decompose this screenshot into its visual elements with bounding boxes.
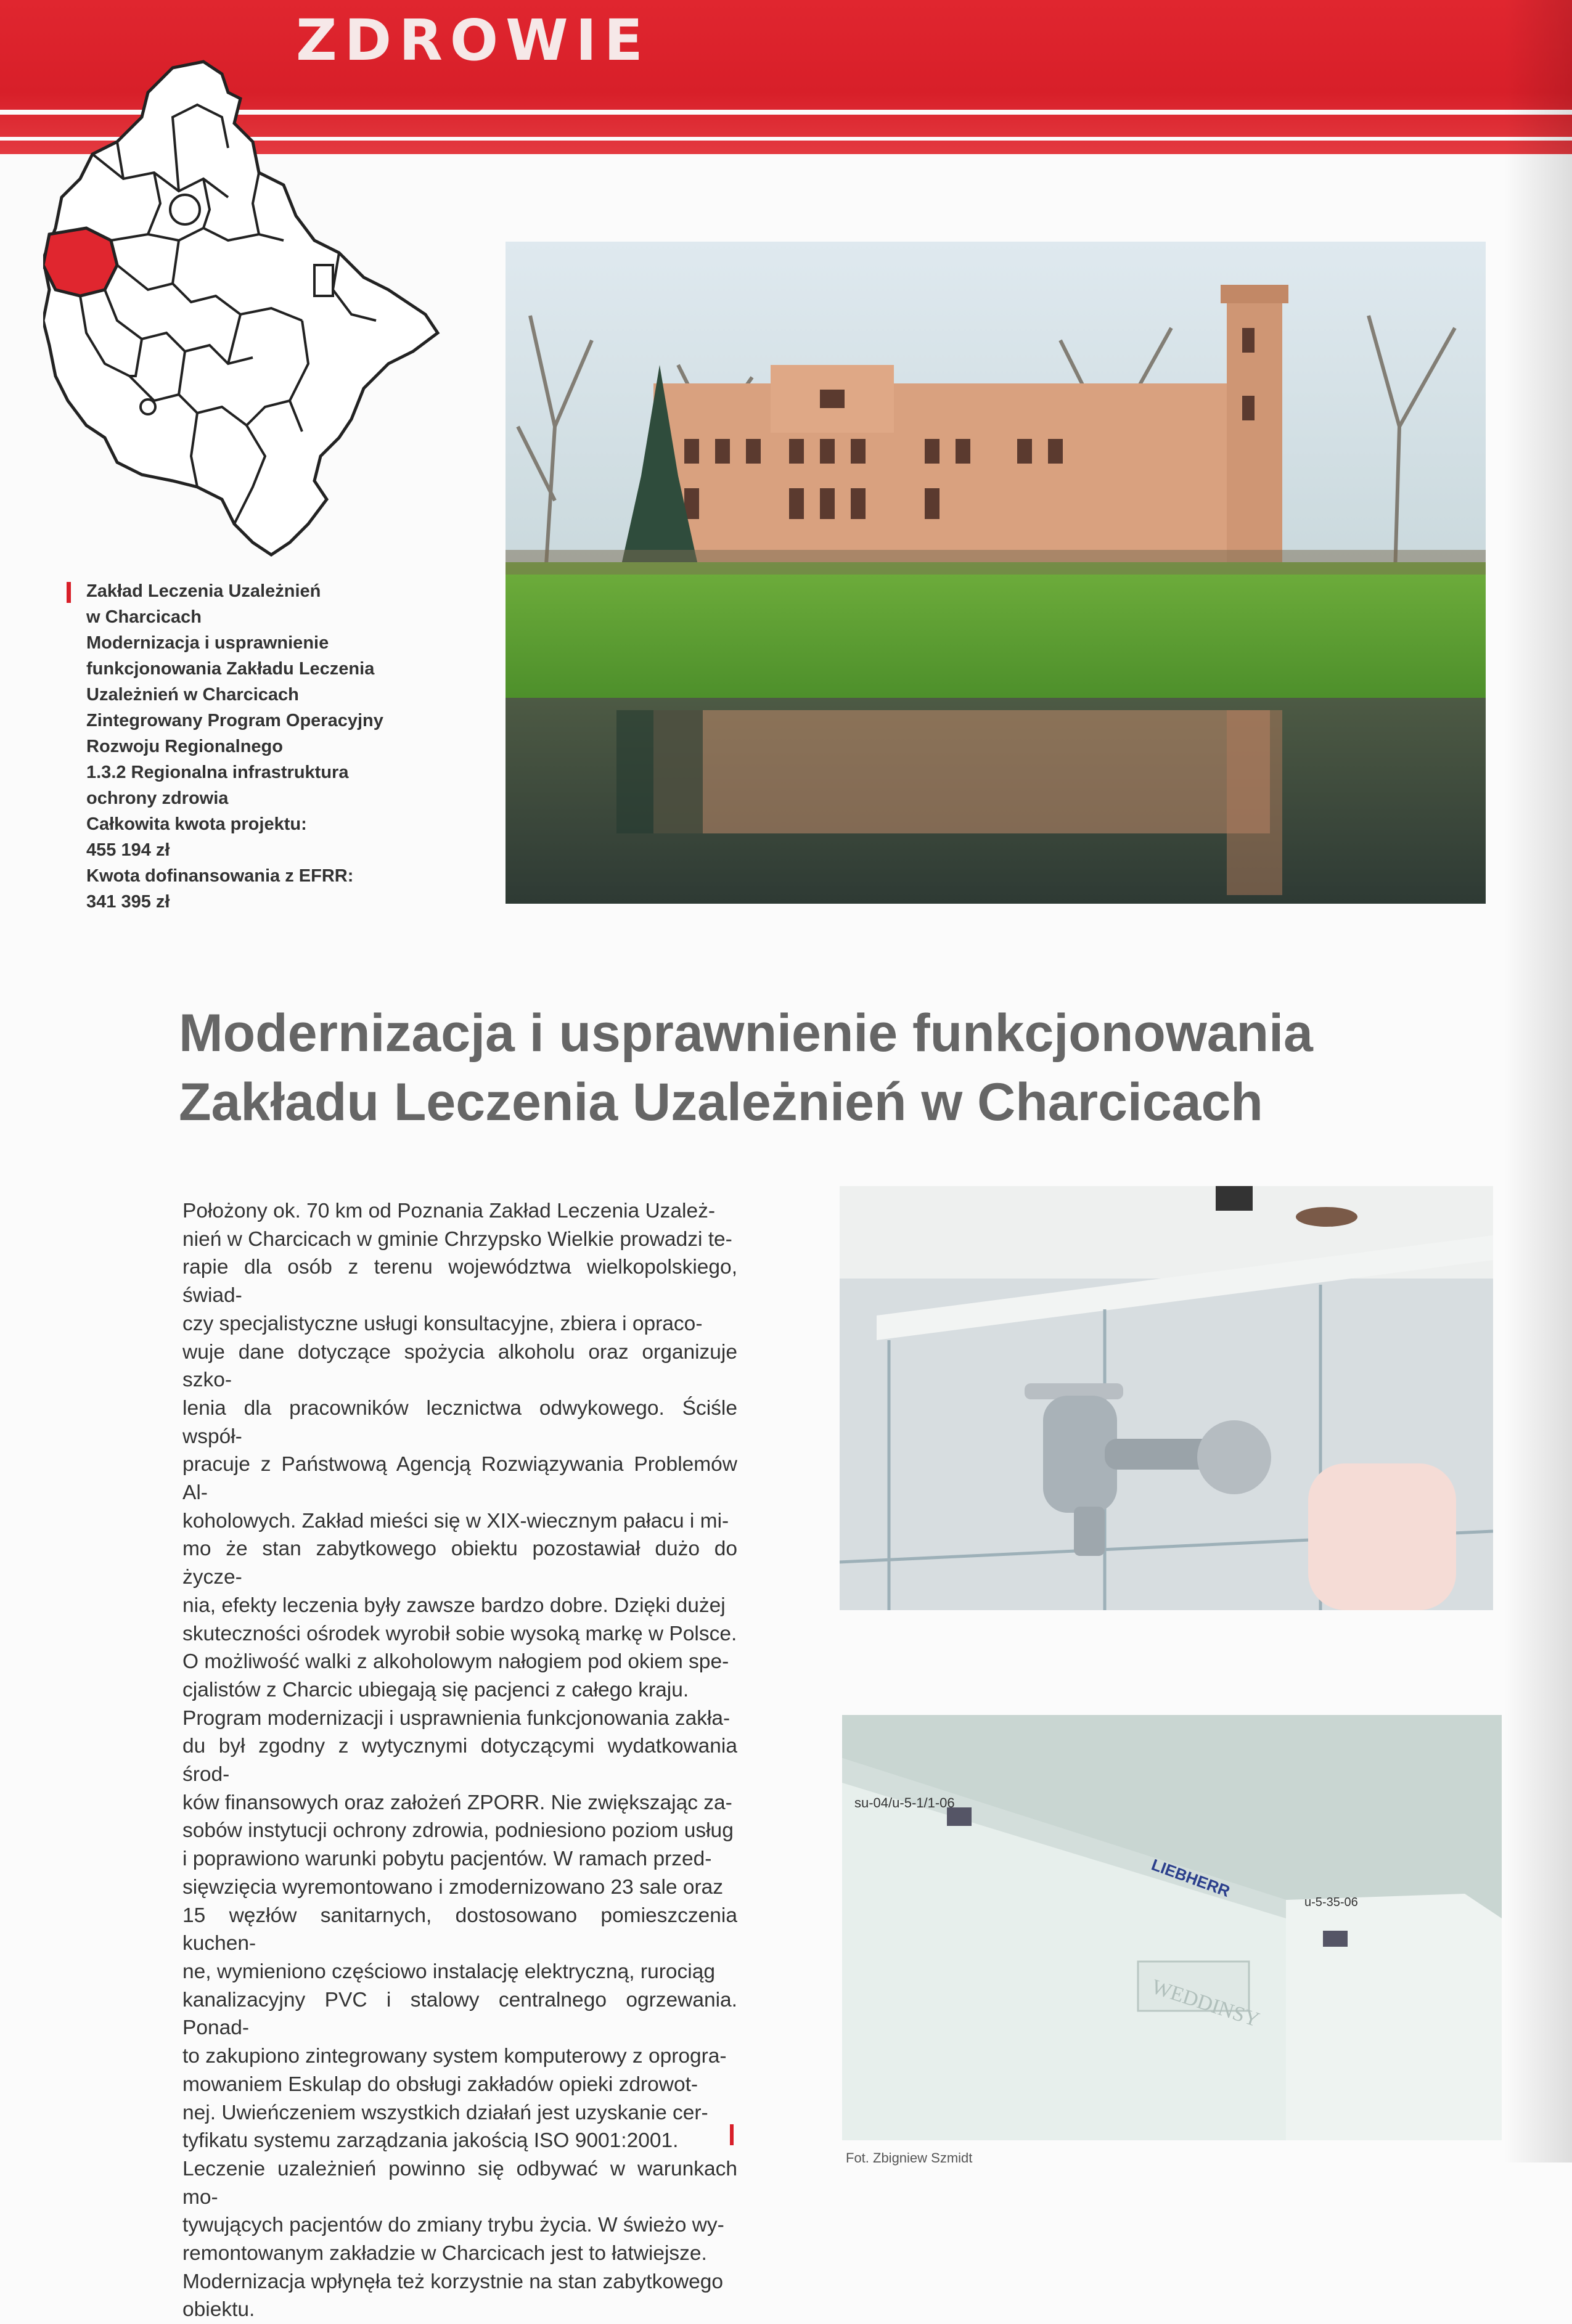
info-line: Modernizacja i usprawnienie bbox=[86, 633, 329, 653]
accent-bar bbox=[67, 582, 71, 603]
body-line: tywujących pacjentów do zmiany trybu życia. W świeżo wy- bbox=[182, 2214, 724, 2237]
body-line: mowaniem Eskulap do obsługi zakładów opieki zdrowot- bbox=[182, 2072, 698, 2096]
title-line: Modernizacja i usprawnienie funkcjonowania bbox=[179, 1004, 1313, 1063]
map-highlight-district bbox=[43, 228, 117, 296]
body-line: skuteczności ośrodek wyrobił sobie wysoką markę w Polsce. bbox=[182, 1622, 737, 1645]
body-line: i poprawiono warunki pobytu pacjentów. W ramach przed- bbox=[182, 1847, 712, 1871]
fridge-door-brand: WEDDINSY bbox=[1148, 1975, 1263, 2032]
body-line: cjalistów z Charcic ubiegają się pacjenci z całego kraju. bbox=[182, 1678, 689, 1701]
body-line: ne, wymieniono częściowo instalację elektryczną, rurociąg bbox=[182, 1960, 715, 1983]
fridge-note-2: u-5-35-06 bbox=[1304, 1896, 1358, 1909]
body-line: sięwzięcia wyremontowano i zmodernizowano 23 sale oraz bbox=[182, 1875, 724, 1899]
body-line: rapie dla osób z terenu województwa wielkopolskiego, świad- bbox=[182, 1256, 737, 1307]
body-line: Leczenie uzależnień powinno się odbywać w warunkach mo- bbox=[182, 2157, 737, 2209]
article-end-mark bbox=[730, 2124, 734, 2145]
photo-caption: Fot. Zbigniew Szmidt bbox=[846, 2150, 973, 2166]
fridge-note-1: su-04/u-5-1/1-06 bbox=[854, 1795, 955, 1811]
body-line: sobów instytucji ochrony zdrowia, podniesiono poziom usług bbox=[182, 1819, 734, 1843]
fridge-brand: LIEBHERR bbox=[1148, 1855, 1233, 1901]
section-title: ZDROWIE bbox=[296, 7, 650, 73]
body-line: nia, efekty leczenia były zawsze bardzo dobre. Dzięki dużej bbox=[182, 1594, 726, 1617]
title-line: Zakładu Leczenia Uzależnień w Charcicach bbox=[179, 1073, 1263, 1132]
project-info bbox=[86, 578, 432, 915]
page-shade bbox=[1504, 0, 1572, 2162]
body-line: mo że stan zabytkowego obiektu pozostawiał dużo do życze- bbox=[182, 1537, 737, 1589]
body-line: nej. Uwieńczeniem wszystkich działań jest uzyskanie cer- bbox=[182, 2101, 708, 2124]
info-line: ochrony zdrowia bbox=[86, 788, 229, 808]
body-line: czy specjalistyczne usługi konsultacyjne, zbiera i opraco- bbox=[182, 1312, 703, 1335]
body-line: ków finansowych oraz założeń ZPORR. Nie zwiększając za- bbox=[182, 1791, 732, 1814]
body-line: lenia dla pracowników lecznictwa odwykowego. Ściśle współ- bbox=[182, 1396, 737, 1448]
body-line: remontowanym zakładzie w Charcicach jest to łatwiejsze. bbox=[182, 2242, 707, 2265]
info-line: Zintegrowany Program Operacyjny bbox=[86, 711, 383, 730]
info-line: Kwota dofinansowania z EFRR: bbox=[86, 866, 354, 886]
info-line: w Charcicach bbox=[86, 607, 202, 627]
article-title bbox=[179, 999, 1449, 1137]
body-line: kanalizacyjny PVC i stalowy centralnego ogrzewania. Ponad- bbox=[182, 1988, 737, 2040]
info-line: Zakład Leczenia Uzależnień bbox=[86, 581, 321, 601]
body-line: obiektu. bbox=[182, 2298, 255, 2322]
info-line: Uzależnień w Charcicach bbox=[86, 685, 299, 705]
info-line: 455 194 zł bbox=[86, 840, 170, 860]
info-line: Rozwoju Regionalnego bbox=[86, 737, 283, 756]
palace-photo bbox=[506, 242, 1486, 904]
article-body bbox=[182, 1197, 737, 2324]
body-line: du był zgodny z wytycznymi dotyczącymi wydatkowania środ- bbox=[182, 1735, 737, 1786]
refrigerators-photo bbox=[842, 1715, 1502, 2140]
body-line: wuje dane dotyczące spożycia alkoholu oraz organizuje szko- bbox=[182, 1340, 737, 1392]
info-line: Całkowita kwota projektu: bbox=[86, 814, 307, 834]
info-line: 1.3.2 Regionalna infrastruktura bbox=[86, 763, 349, 782]
info-line: funkcjonowania Zakładu Leczenia bbox=[86, 659, 375, 679]
body-line: koholowych. Zakład mieści się w XIX-wiecznym pałacu i mi- bbox=[182, 1509, 729, 1532]
body-line: nień w Charcicach w gminie Chrzypsko Wielkie prowadzi te- bbox=[182, 1227, 732, 1251]
region-map bbox=[43, 55, 444, 561]
body-line: Program modernizacji i usprawnienia funkcjonowania zakła- bbox=[182, 1706, 731, 1730]
body-line: tyfikatu systemu zarządzania jakością ISO 9001:2001. bbox=[182, 2129, 679, 2153]
map-outline bbox=[43, 62, 438, 555]
info-line: 341 395 zł bbox=[86, 892, 170, 912]
bathroom-tap-photo bbox=[840, 1186, 1493, 1610]
body-line: pracuje z Państwową Agencją Rozwiązywania Problemów Al- bbox=[182, 1453, 737, 1505]
body-line: 15 węzłów sanitarnych, dostosowano pomieszczenia kuchen- bbox=[182, 1904, 737, 1955]
body-line: Modernizacja wpłynęła też korzystnie na stan zabytkowego bbox=[182, 2270, 724, 2293]
body-line: Położony ok. 70 km od Poznania Zakład Leczenia Uzależ- bbox=[182, 1200, 716, 1222]
body-line: O możliwość walki z alkoholowym nałogiem pod okiem spe- bbox=[182, 1650, 729, 1674]
body-line: to zakupiono zintegrowany system komputerowy z oprogra- bbox=[182, 2045, 727, 2068]
